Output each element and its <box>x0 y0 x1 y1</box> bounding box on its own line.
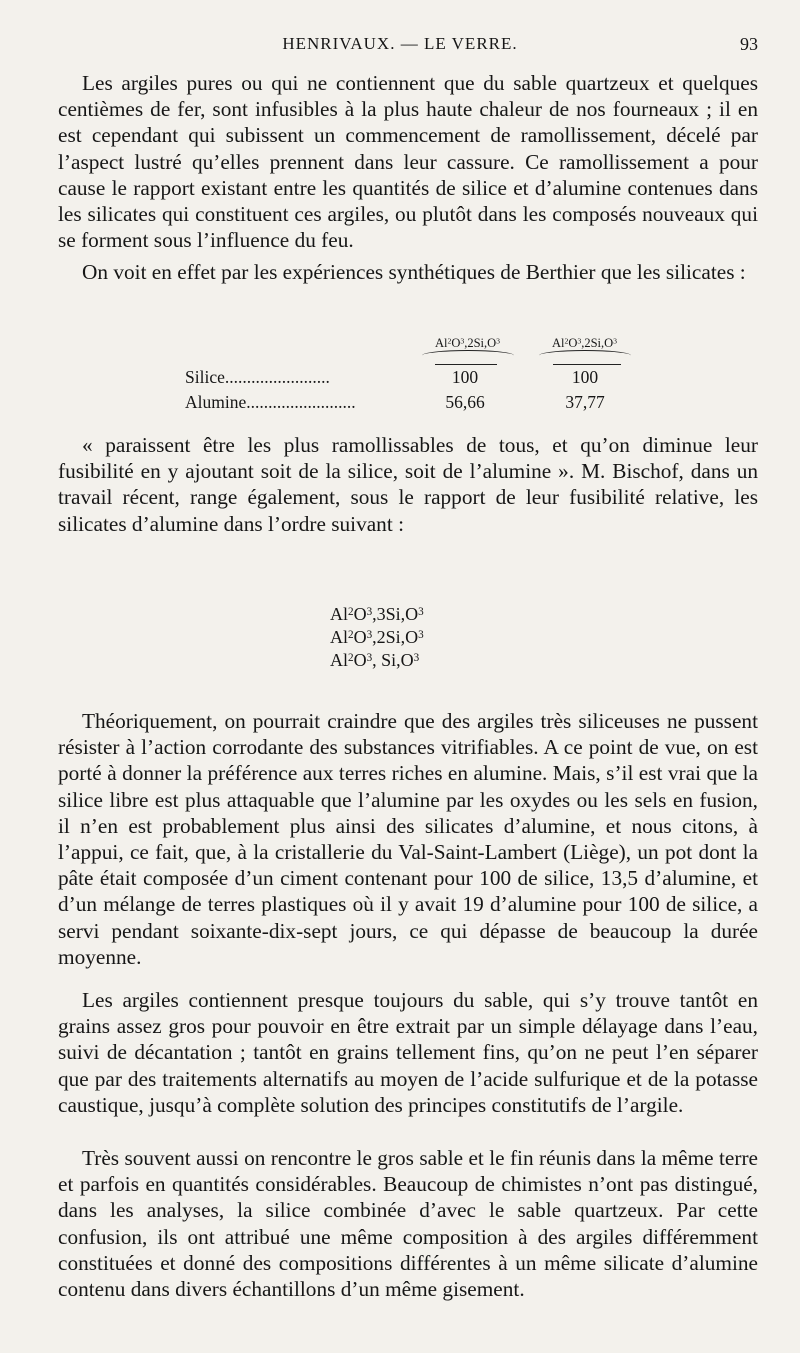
row-value: 56,66 <box>445 392 485 412</box>
running-title: HENRIVAUX. — LE VERRE. <box>282 34 518 53</box>
table-row-alumine <box>185 392 645 416</box>
paragraph-gros-sable: Très souvent aussi on rencontre le gros sable et le fin réunis dans la même terre et parfois en quantités considérables. Beaucoup de chimistes n’ont pas distingué, dans les analyses, la silice combinée d’avec le sable quartzeux. Par cette confusion, ils ont attribué une même composition à des argiles différemment constituées et donné des compositions différentes à un même silicate d’alumine contenu dans divers échantillons d’un même gisement. <box>58 1146 758 1302</box>
column-rule-2 <box>553 364 621 365</box>
table-row-silice <box>185 367 645 391</box>
row-value: 100 <box>571 367 599 387</box>
paragraph-berthier: On voit en effet par les expériences synthétiques de Berthier que les silicates : <box>82 260 746 284</box>
page-header <box>0 34 800 58</box>
formula-line: $Al^2O^3,3Si,O^3$ <box>330 604 424 624</box>
row-value: 100 <box>451 367 479 387</box>
formula-line: $Al^2O^3$, $Si,O^3$ <box>330 650 420 670</box>
row-value: 37,77 <box>565 392 605 412</box>
paragraph-bischof: « paraissent être les plus ramollissables de tous, et qu’on diminue leur fusibilité en y ajoutant soit de la silice, soit de l’alumine ». M. Bischof, dans un travail récent, range également, sous le rapport de leur fusibilité relative, les silicates d’alumine dans l’ordre suivant : <box>58 433 758 536</box>
column-brace-1 <box>422 350 514 361</box>
column-rule-1 <box>435 364 497 365</box>
page-number: 93 <box>740 34 758 54</box>
column-brace-2 <box>539 350 631 361</box>
paragraph-theoriquement: Théoriquement, on pourrait craindre que des argiles très siliceuses ne pussent résister à l’action corrodante des substances vitrifiables. A ce point de vue, on est porté à donner la préférence aux terres riches en alumine. Mais, s’il est vrai que la silice libre est plus attaquable que l’alumine par les oxydes ou les sels en fusion, il n’en est probablement plus ainsi des silicates d’alumine, et nous citons, à l’appui, ce fait, que, à la cristallerie du Val-Saint-Lambert (Liège), un pot dont la pâte était composée d’un ciment contenant pour 100 de silice, 13,5 d’alumine, et d’un mélange de terres plastiques où il y avait 19 d’alumine pour 100 de silice, a servi pendant soixante-dix-sept jours, ce qui dépasse de beaucoup la durée moyenne. <box>58 709 758 969</box>
row-label: Alumine......................... <box>185 392 356 412</box>
paragraph-argiles-pures: Les argiles pures ou qui ne contiennent que du sable quartzeux et quelques centièmes de fer, sont infusibles à la plus haute chaleur de nos fourneaux ; il en est cependant qui subissent un commencement de ramollissement, décelé par l’aspect lustré qu’elles prennent dans leur cassure. Ce ramollissement a pour cause le rapport existant entre les quantités de silice et d’alumine contenues dans les silicates qui constituent ces argiles, ou plutôt dans les composés nouveaux qui se forment sous l’influence du feu. <box>58 71 758 253</box>
column-header-formula-2: $Al^2O^3,2Si,O^3$ <box>551 336 618 350</box>
row-label: Silice........................ <box>185 367 330 387</box>
paragraph-sable: Les argiles contiennent presque toujours du sable, qui s’y trouve tantôt en grains assez gros pour pouvoir en être extrait par un simple délayage dans l’eau, suivi de décantation ; tantôt en grains tellement fins, qu’on ne peut l’en séparer que par des traitements alternatifs au moyen de l’acide sulfurique et de la potasse caustique, jusqu’à complète solution des principes constitutifs de l’argile. <box>58 988 758 1117</box>
column-header-formula-1: $Al^2O^3,2Si,O^3$ <box>434 336 501 350</box>
formula-line: $Al^2O^3,2Si,O^3$ <box>330 627 424 647</box>
